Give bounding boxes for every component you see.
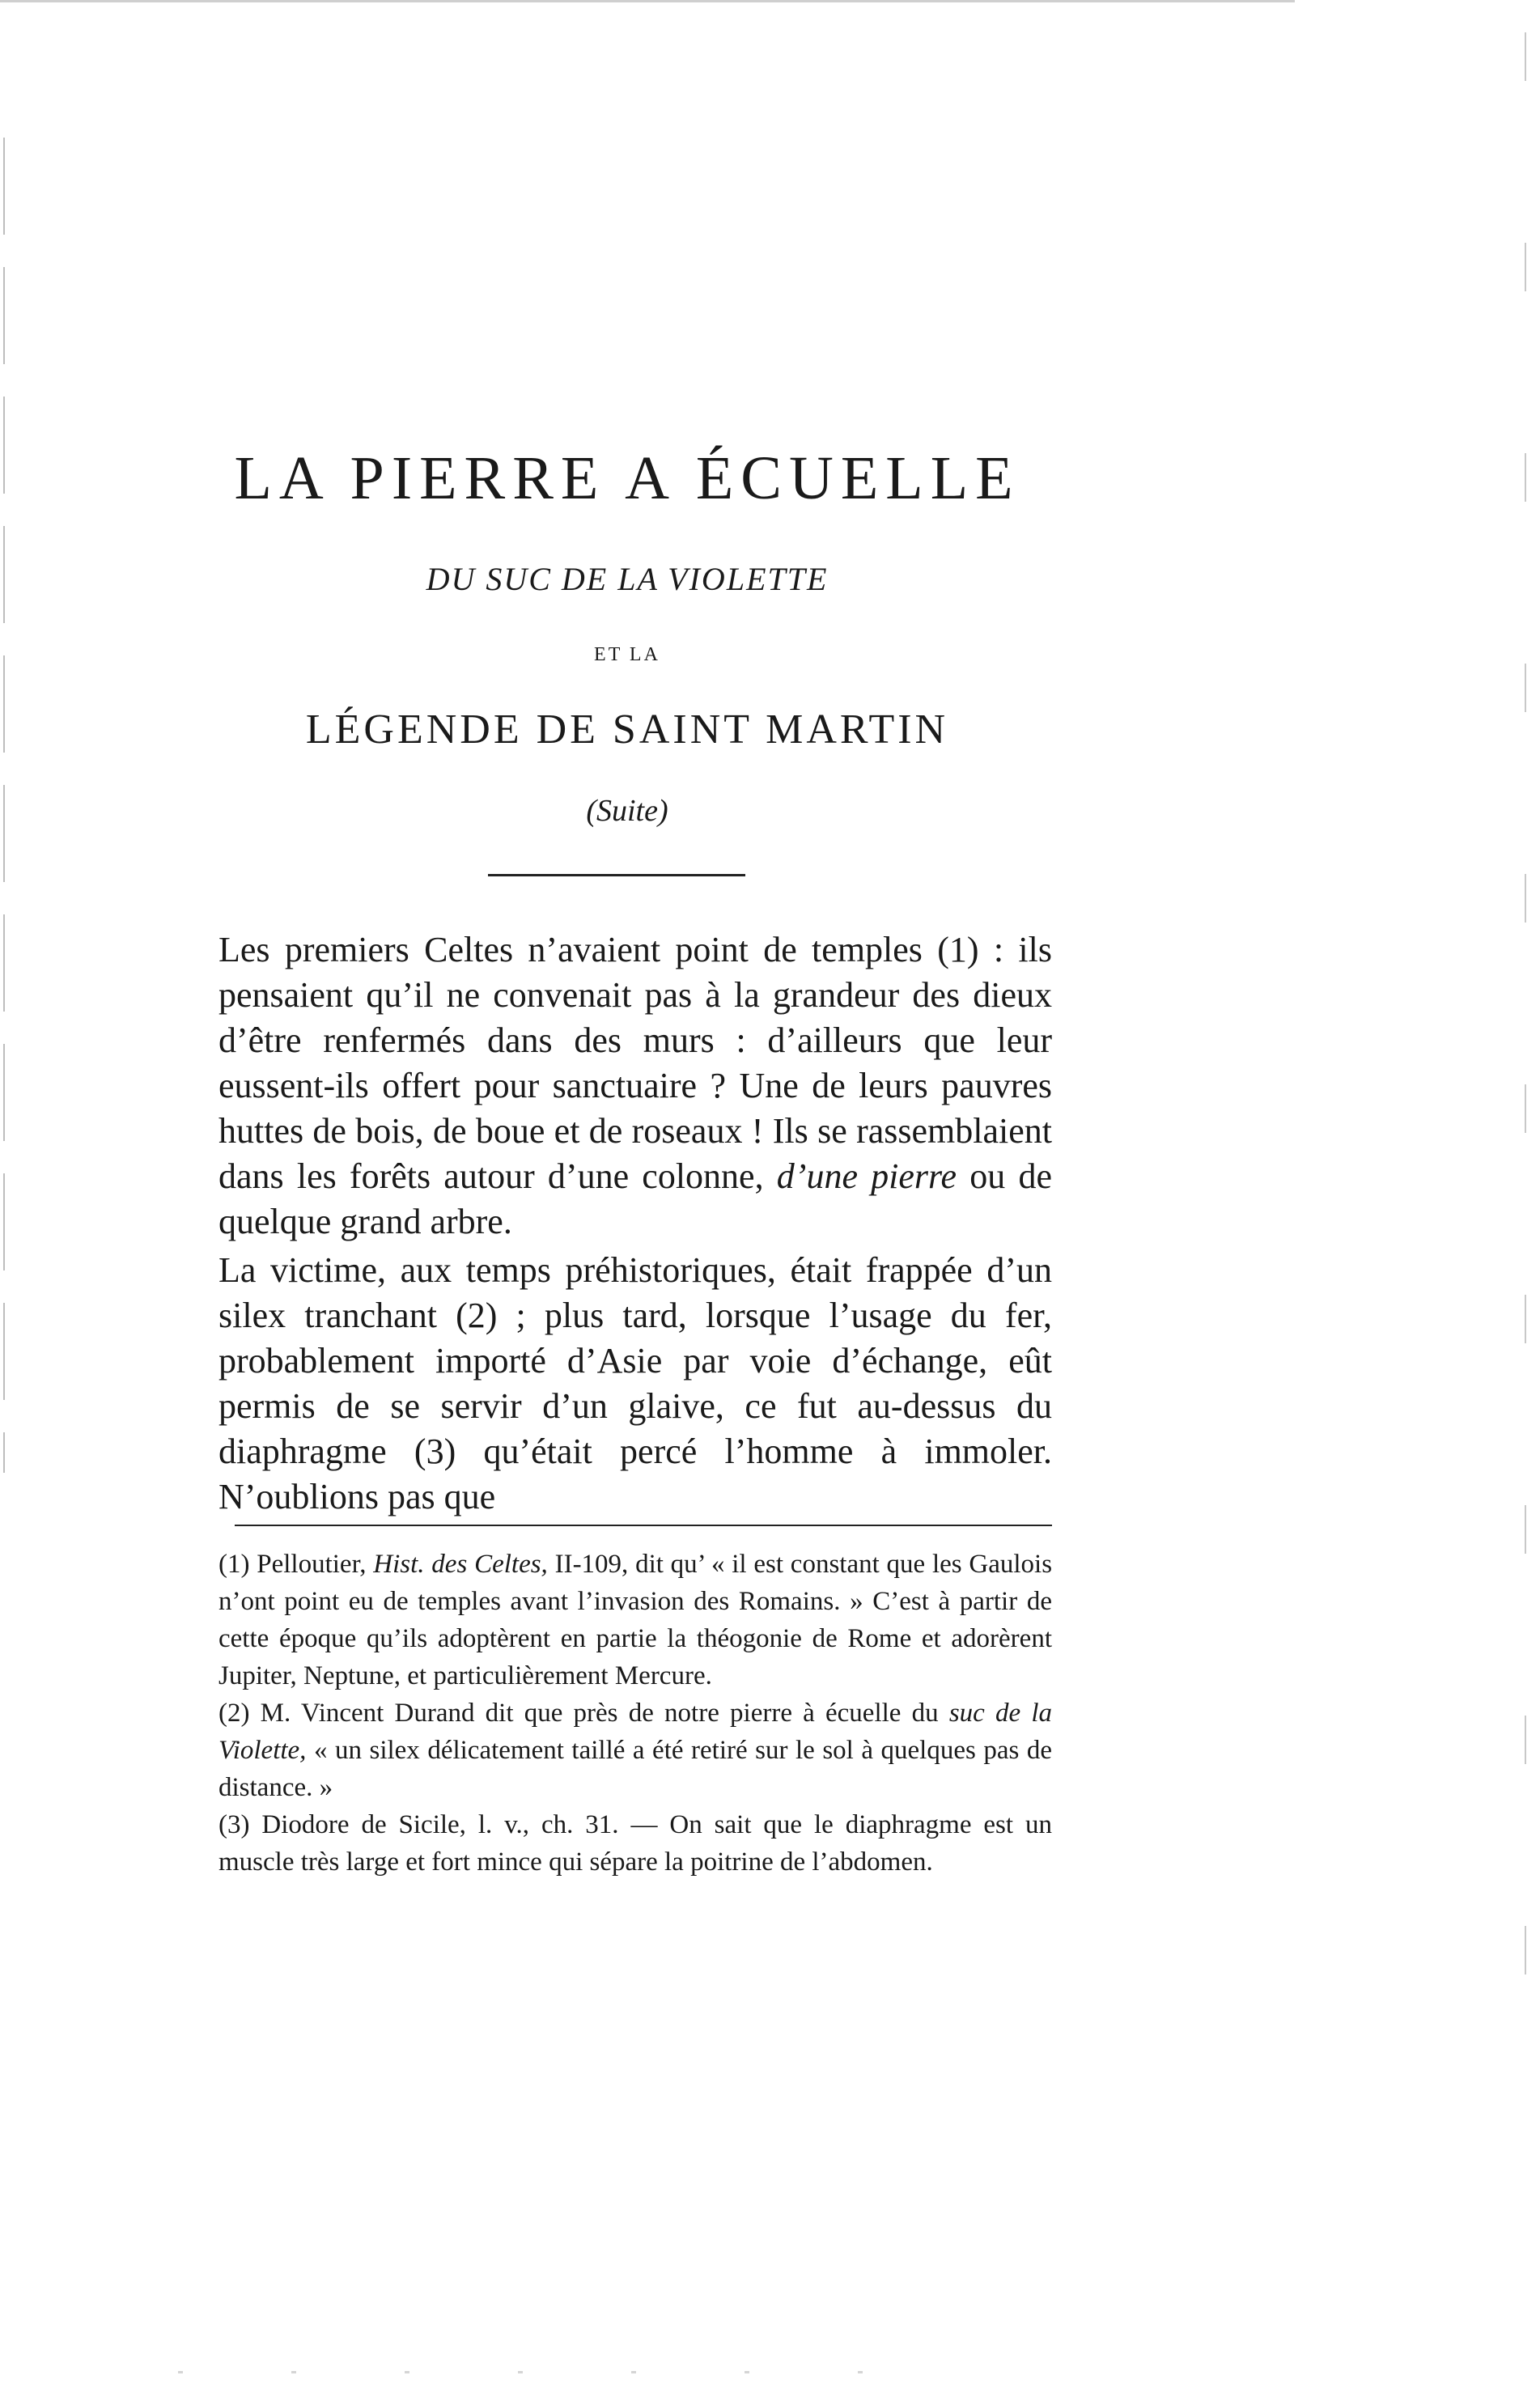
paragraph-1-end: ou de quelque grand arbre. xyxy=(218,1156,1053,1241)
scan-edge-bottom xyxy=(178,2371,906,2373)
footnote-2-start: (2) M. Vincent Durand dit que près de notre pierre à écuelle du xyxy=(218,1699,939,1728)
subtitle-conjunction: ET LA xyxy=(594,644,660,665)
footnotes xyxy=(218,1546,1052,1881)
footnote-1-rest: II-109, dit qu’ « il est constant que les Gaulois n’ont point eu de temples avant l’invasion des Romains. » C’est à partir de cette époque qu’ils adoptèrent en partie la théogonie de Rome et adorèrent Jupiter, Neptune, et particulièrement Mercure. xyxy=(218,1550,1053,1690)
footnote-1-start: (1) Pelloutier, xyxy=(218,1550,367,1579)
footnote-divider xyxy=(235,1525,1052,1526)
footnote-2-italic: suc de la Violette, xyxy=(218,1699,1053,1765)
footnote-2 xyxy=(218,1695,1052,1806)
footnote-1 xyxy=(218,1546,1052,1695)
paragraph-1-text: Les premiers Celtes n’avaient point de temples (1) : ils pensaient qu’il ne convenait pas à la grandeur des dieux d’être renfermés dans des murs : d’ailleurs que leur eussent-ils offert pour sanctuaire ? Une de leurs pauvres huttes de bois, de boue et de roseaux ! Ils se rassemblaient dans les forêts autour d’une colonne, xyxy=(218,930,1052,1196)
article-body xyxy=(218,927,1052,1520)
scan-edge-top xyxy=(0,0,1295,2)
subtitle-continued: (Suite) xyxy=(586,794,668,828)
paragraph-1-italic: d’une pierre xyxy=(776,1156,957,1196)
scan-edge-left xyxy=(3,138,5,1473)
title-divider xyxy=(488,874,745,876)
paragraph-2: La victime, aux temps préhistoriques, était frappée d’un silex tranchant (2) ; plus tard, lorsque l’usage du fer, probablement importé d’Asie par voie d’échange, eût permis de se servir d’un glaive, ce fut au-dessus du diaphragme (3) qu’était percé l’homme à immoler. N’oublions pas que xyxy=(218,1250,1052,1516)
footnote-1-italic: Hist. des Celtes, xyxy=(373,1550,548,1579)
article-title: LA PIERRE A ÉCUELLE xyxy=(234,444,1020,512)
subtitle-legend: LÉGENDE DE SAINT MARTIN xyxy=(305,706,949,753)
scan-edge-right xyxy=(1525,32,1526,2136)
footnote-3: (3) Diodore de Sicile, l. v., ch. 31. — On sait que le diaphragme est un muscle très large et fort mince qui sépare la poitrine de l’abdomen. xyxy=(218,1810,1052,1877)
subtitle-place: DU SUC DE LA VIOLETTE xyxy=(426,561,829,597)
paragraph-1 xyxy=(218,927,1052,1245)
footnote-2-rest: « un silex délicatement taillé a été retiré sur le sol à quelques pas de distance. » xyxy=(218,1736,1052,1802)
